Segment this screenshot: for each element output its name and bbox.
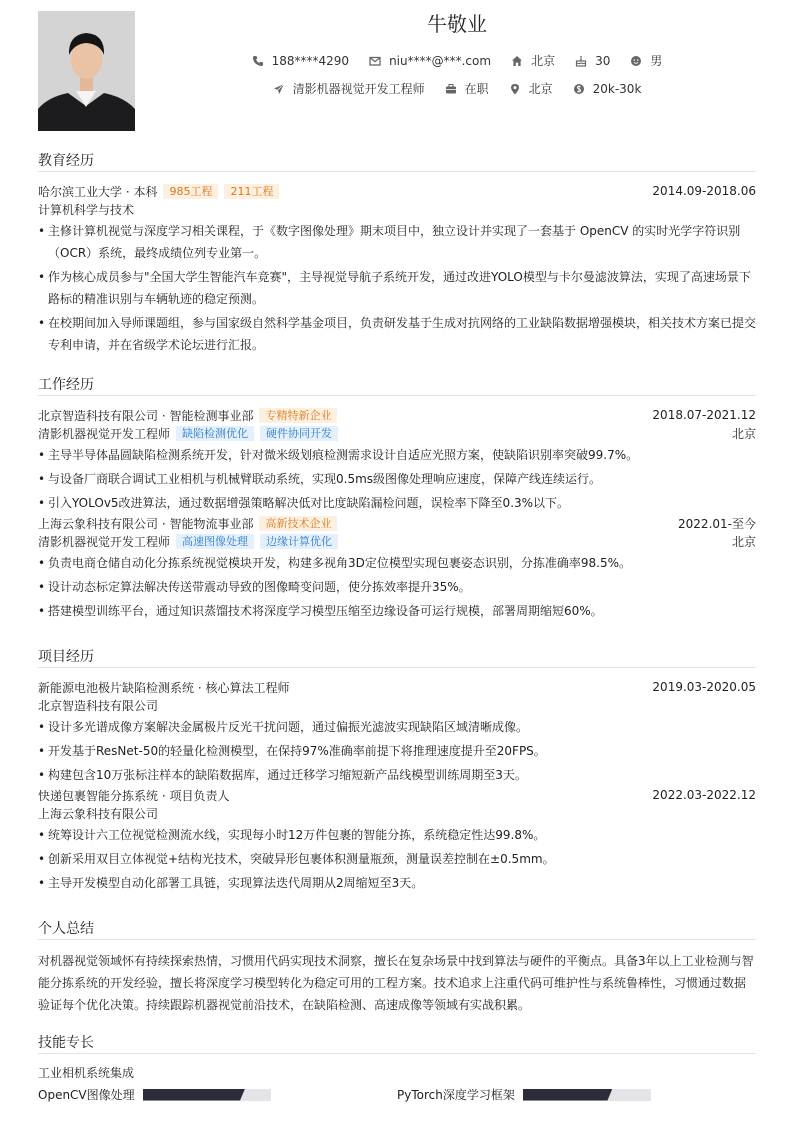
salary-text: 20k-30k bbox=[592, 81, 642, 96]
list-item: • 设计动态标定算法解决传送带震动导致的图像畸变问题，使分拣效率提升35%。 bbox=[38, 576, 756, 598]
skill-level-bar bbox=[143, 1089, 271, 1101]
avatar-photo bbox=[38, 11, 135, 131]
age-text: 30 bbox=[595, 53, 611, 68]
work-bullets bbox=[38, 552, 756, 622]
skill-name: OpenCV图像处理 bbox=[38, 1088, 135, 1102]
candidate-name: 牛敬业 bbox=[427, 12, 487, 36]
status-info bbox=[445, 80, 489, 97]
major-text: 计算机科学与技术 bbox=[38, 202, 135, 217]
contact-row bbox=[135, 52, 779, 69]
role-name: 清影机器视觉开发工程师 bbox=[38, 426, 171, 441]
list-item: • 与设备厂商联合调试工业相机与机械臂联动系统，实现0.5ms级图像处理响应速度，保障产线连续运行。 bbox=[38, 468, 756, 490]
project-header bbox=[38, 786, 756, 804]
phone-text: 188****4290 bbox=[271, 53, 350, 68]
project-company bbox=[38, 804, 756, 822]
company-tag: 专精特新企业 bbox=[259, 408, 337, 423]
list-item: • 引入YOLOv5改进算法，通过数据增强策略解决低对比度缺陷漏检问题，误检率下降至0.3%以下。 bbox=[38, 492, 756, 514]
gender-icon bbox=[630, 55, 642, 67]
job-intent-row bbox=[135, 80, 779, 97]
school-tag: 985工程 bbox=[163, 184, 218, 199]
project-bullets bbox=[38, 824, 756, 894]
project-period: 2022.03-2022.12 bbox=[652, 788, 756, 802]
skill-level-fill bbox=[523, 1089, 613, 1101]
phone-info bbox=[252, 54, 349, 68]
list-item: • 作为核心成员参与"全国大学生智能汽车竞赛"，主导视觉导航子系统开发，通过改进YOLO模型与卡尔曼滤波算法，实现了高速场景下路标的精准识别与车辆轨迹的稳定预测。 bbox=[38, 266, 756, 310]
work-city: 北京 bbox=[731, 426, 756, 441]
list-item: • 创新采用双目立体视觉+结构光技术，突破异形包裹体积测量瓶颈，测量误差控制在±0.5mm。 bbox=[38, 848, 756, 870]
education-period: 2014.09-2018.06 bbox=[652, 184, 756, 198]
section-title: 教育经历 bbox=[38, 150, 756, 172]
skill-list bbox=[38, 1086, 756, 1103]
home-icon bbox=[511, 55, 523, 67]
work-role-line bbox=[38, 424, 756, 442]
location-pin-icon bbox=[509, 83, 521, 95]
role-tag: 高速图像处理 bbox=[176, 534, 254, 549]
work-period: 2022.01-至今 bbox=[678, 516, 756, 531]
work-period: 2018.07-2021.12 bbox=[652, 408, 756, 422]
gender-info bbox=[630, 52, 662, 69]
skills-section bbox=[38, 1032, 756, 1103]
email-text: niu****@***.com bbox=[389, 53, 492, 68]
work-header bbox=[38, 406, 756, 424]
target-job-text: 清影机器视觉开发工程师 bbox=[292, 82, 425, 96]
list-item: • 设计多光谱成像方案解决金属极片反光干扰问题，通过偏振光滤波实现缺陷区域清晰成像。 bbox=[38, 716, 756, 738]
school-tag: 211工程 bbox=[224, 184, 279, 199]
salary-info bbox=[573, 82, 642, 96]
send-icon bbox=[273, 83, 285, 95]
list-item: • 主修计算机视觉与深度学习相关课程，于《数字图像处理》期末项目中，独立设计并实现了一套基于 OpenCV 的实时光学字符识别（OCR）系统，最终成绩位列专业第一。 bbox=[38, 220, 756, 264]
email-info bbox=[369, 54, 491, 68]
work-city: 北京 bbox=[731, 534, 756, 549]
project-name: 新能源电池极片缺陷检测系统 · 核心算法工程师 bbox=[38, 680, 290, 695]
skill-item bbox=[397, 1086, 756, 1103]
project-company-text: 上海云象科技有限公司 bbox=[38, 806, 159, 821]
list-item: • 在校期间加入导师课题组，参与国家级自然科学基金项目，负责研发基于生成对抗网络的工业缺陷数据增强模块，相关技术方案已提交专利申请，并在省级学术论坛进行汇报。 bbox=[38, 312, 756, 356]
project-bullets bbox=[38, 716, 756, 786]
work-bullets bbox=[38, 444, 756, 514]
company-name: 北京智造科技有限公司 · 智能检测事业部 bbox=[38, 408, 254, 423]
education-bullets bbox=[38, 220, 756, 356]
skill-item bbox=[38, 1086, 397, 1103]
company-name: 上海云象科技有限公司 · 智能物流事业部 bbox=[38, 516, 254, 531]
list-item: • 主导半导体晶圆缺陷检测系统开发，针对微米级划痕检测需求设计自适应光照方案，使缺陷识别率突破99.7%。 bbox=[38, 444, 756, 466]
list-item: • 开发基于ResNet-50的轻量化检测模型，在保持97%准确率前提下将推理速度提升至20FPS。 bbox=[38, 740, 756, 762]
work-header bbox=[38, 514, 756, 532]
skill-level-fill bbox=[143, 1089, 245, 1101]
school-name: 哈尔滨工业大学 · 本科 bbox=[38, 184, 158, 199]
project-header bbox=[38, 678, 756, 696]
status-text: 在职 bbox=[464, 82, 489, 96]
list-item: • 构建包含10万张标注样本的缺陷数据库，通过迁移学习缩短新产品线模型训练周期至3天。 bbox=[38, 764, 756, 786]
portrait-illustration bbox=[38, 11, 135, 131]
role-tag: 硬件协同开发 bbox=[260, 426, 338, 441]
briefcase-icon bbox=[445, 83, 457, 95]
project-company bbox=[38, 696, 756, 714]
age-info bbox=[575, 54, 610, 68]
company-tag: 高新技术企业 bbox=[259, 516, 337, 531]
target-city-info bbox=[509, 80, 553, 97]
summary-text: 对机器视觉领域怀有持续探索热情，习惯用代码实现技术洞察，擅长在复杂场景中找到算法与硬件的平衡点。具备3年以上工业检测与智能分拣系统的开发经验，擅长将深度学习模型转化为稳定可用的工程方案。技术追求上注重代码可维护性与系统鲁棒性，习惯通过数据验证每个优化决策。持续跟踪机器视觉前沿技术，在缺陷检测、高速成像等领域有实战积累。 bbox=[38, 954, 754, 1012]
list-item: • 负责电商仓储自动化分拣系统视觉模块开发，构建多视角3D定位模型实现包裹姿态识别，分拣准确率98.5%。 bbox=[38, 552, 756, 574]
city-text: 北京 bbox=[531, 54, 556, 68]
cake-icon bbox=[575, 55, 587, 67]
role-tag: 缺陷检测优化 bbox=[176, 426, 254, 441]
section-title: 技能专长 bbox=[38, 1032, 756, 1054]
project-period: 2019.03-2020.05 bbox=[652, 680, 756, 694]
role-tag: 边缘计算优化 bbox=[260, 534, 338, 549]
project-company-text: 北京智造科技有限公司 bbox=[38, 698, 159, 713]
education-header bbox=[38, 182, 756, 200]
education-section bbox=[38, 150, 756, 356]
project-name: 快递包裹智能分拣系统 · 项目负责人 bbox=[38, 788, 230, 803]
summary-section bbox=[38, 918, 756, 1016]
section-title: 工作经历 bbox=[38, 374, 756, 396]
work-section bbox=[38, 374, 756, 622]
city-info bbox=[511, 52, 555, 69]
list-item: • 主导开发模型自动化部署工具链，实现算法迭代周期从2周缩短至3天。 bbox=[38, 872, 756, 894]
gender-text: 男 bbox=[650, 54, 663, 68]
role-name: 清影机器视觉开发工程师 bbox=[38, 534, 171, 549]
money-icon bbox=[573, 83, 585, 95]
work-role-line bbox=[38, 532, 756, 550]
section-title: 个人总结 bbox=[38, 918, 756, 940]
skill-name: PyTorch深度学习框架 bbox=[397, 1088, 515, 1102]
section-title: 项目经历 bbox=[38, 646, 756, 668]
mail-icon bbox=[369, 55, 381, 67]
phone-icon bbox=[252, 55, 264, 67]
skill-category: 工业相机系统集成 bbox=[38, 1066, 135, 1080]
list-item: • 统筹设计六工位视觉检测流水线，实现每小时12万件包裹的智能分拣，系统稳定性达99.8%。 bbox=[38, 824, 756, 846]
list-item: • 搭建模型训练平台，通过知识蒸馏技术将深度学习模型压缩至边缘设备可运行规模，部署周期缩短60%。 bbox=[38, 600, 756, 622]
skill-level-bar bbox=[523, 1089, 651, 1101]
target-city-text: 北京 bbox=[528, 82, 553, 96]
target-job-info bbox=[273, 80, 425, 97]
projects-section bbox=[38, 646, 756, 894]
major bbox=[38, 200, 756, 218]
